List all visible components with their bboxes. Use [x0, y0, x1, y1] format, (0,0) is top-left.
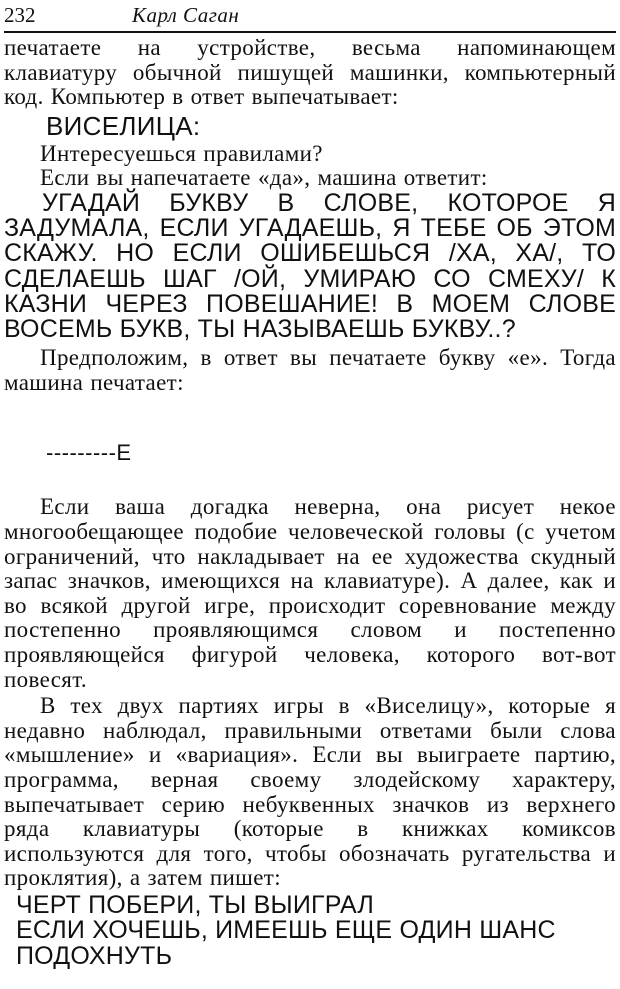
paragraph-two-games: В тех двух партиях игры в «Виселицу», которые я недавно наблюдал, правильными ответами были слова «мышление» и «вариация». Если вы выиграете партию, программа, верная своему злодейскому характеру, выпечатывает серию небуквенных значков из верхнего ряда клавиатуры (которые в книжках комиксов используются для того, чтобы обозначать ругательства и проклятия), а затем пишет: [4, 693, 616, 891]
if-yes-line: Если вы напечатаете «да», машина ответит: [40, 165, 488, 191]
final-line-3: ПОДОХНУТЬ [16, 941, 173, 970]
screen-title: ВИСЕЛИЦА: [46, 110, 201, 141]
final-message [4, 890, 616, 970]
running-title: Карл Саган [132, 3, 240, 27]
paragraph-wrong-guess: Если ваша догадка неверна, она рисует некое многообещающее подобие человеческой головы (с учетом ограничений, что накладывает на ее художества скудный запас значков, имеющихся на клавиатуре). А далее, как и во всякой другой игре, происходит соревнование между постепенно проявляющимся словом и постепенно проявляющейся фигурой человека, которого вот-вот повесят. [4, 494, 616, 692]
final-line-1: ЧЕРТ ПОБЕРИ, ТЫ ВЫИГРАЛ [16, 890, 375, 919]
rules-text-content: УГАДАЙ БУКВУ В СЛОВЕ, КОТОРОЕ Я ЗАДУМАЛА, ЕСЛИ УГАДАЕШЬ, Я ТЕБЕ ОБ ЭТОМ СКАЖУ. НО ЕСЛИ ОШИБЕШЬСЯ /ХА, ХА/, ТО СДЕЛАЕШЬ ШАГ /ОЙ, УМИРАЮ СО СМЕХУ/ К КАЗНИ ЧЕРЕЗ ПОВЕШАНИЕ! В МОЕМ СЛОВЕ ВОСЕМЬ БУКВ, ТЫ НАЗЫВАЕШЬ БУКВУ..? [4, 188, 616, 343]
page-number: 232 [4, 3, 36, 27]
question-line: Интересуешься правилами? [40, 140, 323, 166]
page-body [4, 36, 616, 969]
guess-display: ---------Е [46, 440, 132, 466]
rules-text [4, 188, 616, 343]
paragraph-intro: печатаете на устройстве, весьма напоминающем клавиатуру обычной пишущей машинки, компьютерный код. Компьютер в ответ выпечатывает: [4, 35, 616, 110]
final-line-2: ЕСЛИ ХОЧЕШЬ, ИМЕЕШЬ ЕЩЕ ОДИН ШАНС [16, 916, 556, 945]
running-head [4, 0, 616, 30]
spacer [4, 395, 616, 441]
paragraph-suppose: Предположим, в ответ вы печатаете букву «е». Тогда машина печатает: [4, 345, 616, 395]
spacer [4, 465, 616, 495]
book-page [4, 0, 616, 989]
header-rule [4, 31, 616, 33]
